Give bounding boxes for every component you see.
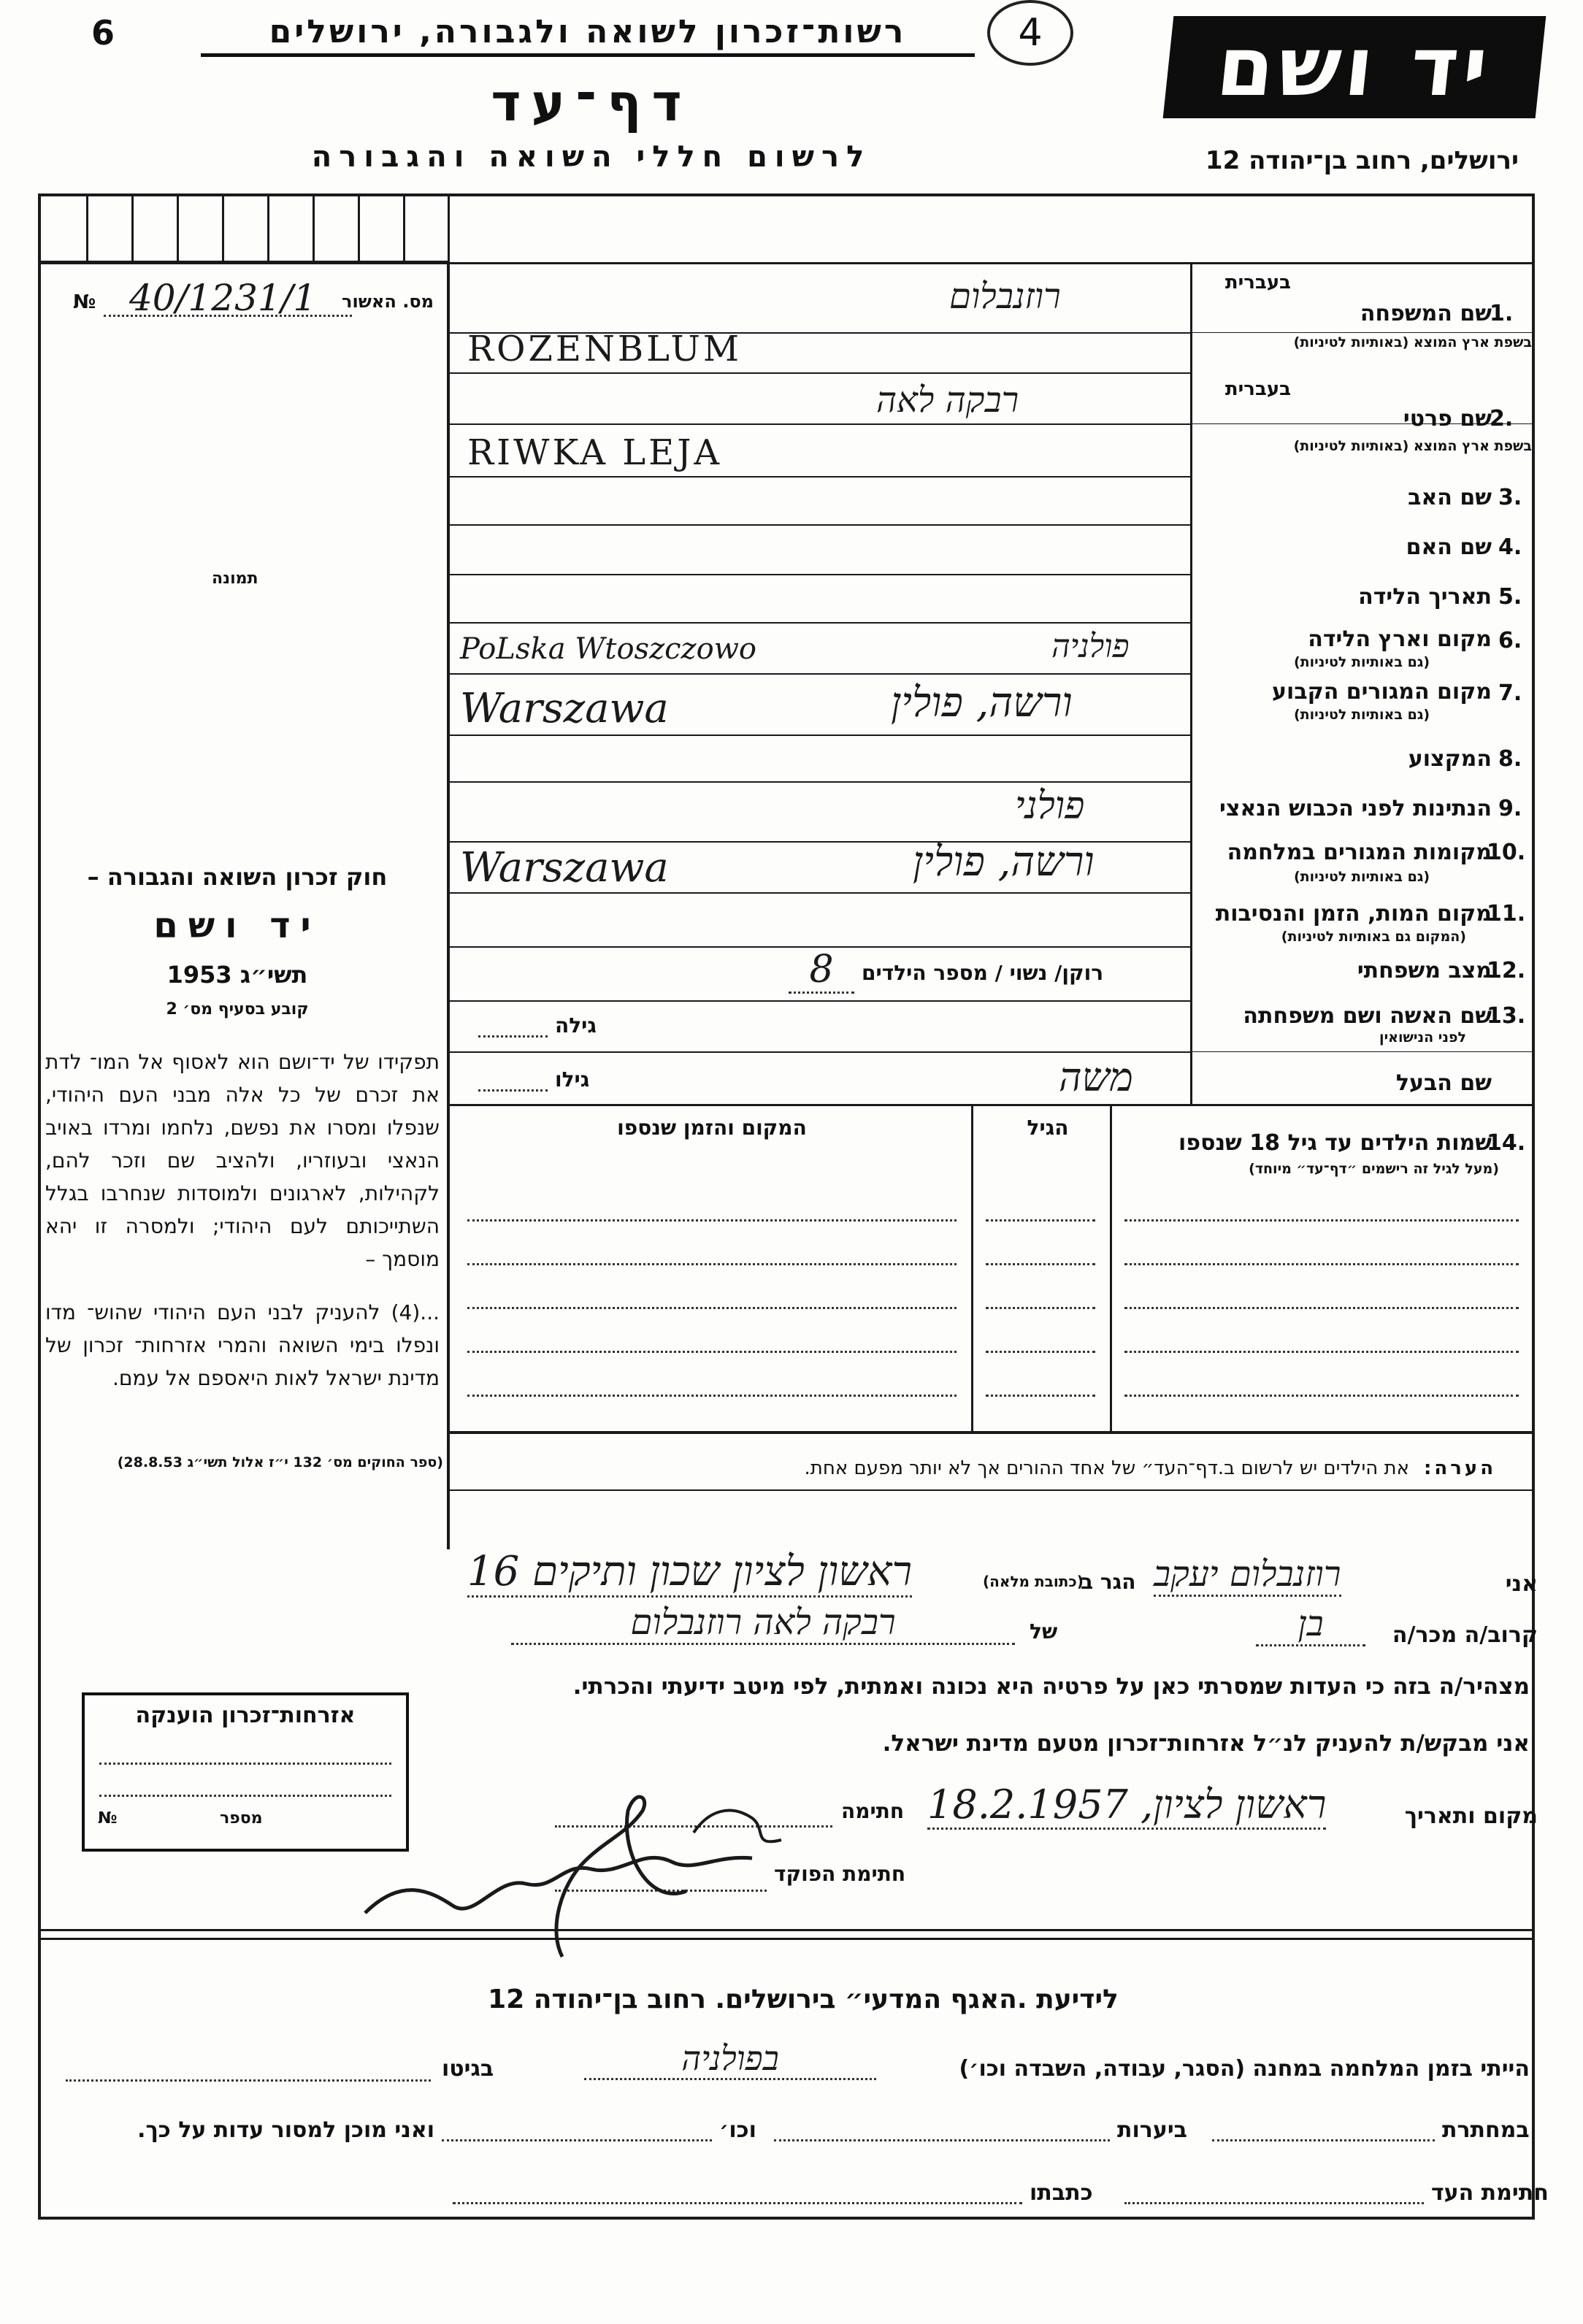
number-sign: № bbox=[73, 291, 96, 313]
note-label: הערה: bbox=[1424, 1457, 1497, 1479]
field-1-latin-value: ROZENBLUM bbox=[467, 329, 743, 369]
field-10-number: 10. bbox=[1487, 840, 1526, 865]
officer-signature-label: חתימת הפוקד bbox=[774, 1862, 906, 1886]
logo-text: יד ושם bbox=[1212, 20, 1497, 115]
husband-age-label: גילו bbox=[555, 1067, 590, 1092]
marital-status-text: רוקן/ נשוי / מספר הילדים bbox=[862, 961, 1104, 985]
field-2-latin-value: RIWKA LEJA bbox=[467, 432, 723, 473]
field-6-hebrew-value: פולניה bbox=[1051, 628, 1130, 665]
field-9-number: 9. bbox=[1498, 796, 1522, 821]
witness-signature-label: חתימת העד bbox=[1431, 2180, 1549, 2206]
field-10-latin-value: Warszawa bbox=[460, 844, 669, 891]
citizenship-number-sign: № bbox=[98, 1809, 118, 1828]
field-11-number: 11. bbox=[1487, 901, 1526, 927]
war-camp-label: הייתי בזמן המלחמה במחנה (הסגר, עבודה, השבדה וכו׳) bbox=[959, 2056, 1530, 2082]
field-1-number: 1. bbox=[1490, 301, 1514, 326]
children-col-age: הגיל bbox=[1027, 1116, 1069, 1140]
field-1-hebrew-tag: בעברית bbox=[1224, 272, 1291, 294]
field-9-hebrew-value: פולני bbox=[1015, 784, 1085, 828]
code-box-strip bbox=[41, 196, 450, 262]
field-13-sub: לפני הנישואין bbox=[1379, 1029, 1466, 1046]
children-col-place: המקום והזמן שנספו bbox=[617, 1116, 807, 1140]
statement-2: אני מבקש/ת להעניק לנ״ל אזרחות־זכרון מטעם מדינת ישראל. bbox=[882, 1730, 1530, 1757]
underground-label: במחתרת bbox=[1442, 2117, 1530, 2143]
field-13-label: שם האשה ושם משפחתה bbox=[1243, 1003, 1492, 1029]
approval-label: מס. האשור bbox=[342, 291, 434, 312]
ghetto-label: בגיטו bbox=[442, 2056, 494, 2082]
circled-number bbox=[987, 0, 1073, 66]
law-reference: (ספר החוקים מס׳ 132 י״ז אלול תשי״ג 28.8.53) bbox=[117, 1454, 443, 1470]
law-title: חוק זכרון השואה והגבורה – bbox=[87, 863, 388, 891]
field-12-number: 12. bbox=[1487, 958, 1526, 983]
children-sub: (מעל לגיל זה רישמים ״דף־עד״ מיוחד) bbox=[1249, 1161, 1499, 1177]
forests-label: ביערות bbox=[1117, 2117, 1187, 2143]
citizenship-box bbox=[82, 1692, 409, 1852]
witness-address-label: כתבתו bbox=[1030, 2180, 1093, 2206]
field-2-hebrew-tag: בעברית bbox=[1224, 378, 1291, 400]
field-13-number: 13. bbox=[1487, 1003, 1526, 1029]
address-value: ראשון לציון שכון ותיקים 16 bbox=[467, 1548, 912, 1598]
field-7-label: מקום המגורים הקבוע bbox=[1272, 679, 1492, 705]
wife-age-label: גילה bbox=[555, 1013, 597, 1038]
citizenship-number-label: מספר bbox=[220, 1809, 263, 1828]
photo-label: תמונה bbox=[212, 570, 258, 588]
field-2-label: שם פרטי bbox=[1403, 406, 1492, 432]
etc-label: וכו׳ bbox=[719, 2117, 756, 2143]
statement-1: מצהיר/ה בזה כי העדות שמסרתי כאן על פרטיה היא נכונה ואמתית, לפי מיטב ידיעתי והכרתי. bbox=[572, 1673, 1530, 1700]
husband-label: שם הבעל bbox=[1395, 1070, 1492, 1096]
signature-scribble bbox=[343, 1767, 796, 1964]
declaration-i-label: אני bbox=[1505, 1571, 1538, 1597]
field-6-latin-value: PoLska Wtoszczowo bbox=[460, 632, 757, 666]
field-1-label: שם המשפחה bbox=[1360, 301, 1492, 326]
law-year: תשי״ג 1953 bbox=[166, 961, 308, 989]
approval-row bbox=[45, 277, 440, 325]
footer-info-line: לידיעת .האגף המדעי״ בירושלים. רחוב בן־יהודה 12 bbox=[488, 1984, 1119, 2014]
field-11-sub: (המקום גם באותיות לטיניות) bbox=[1281, 929, 1466, 945]
field-6-sub: (גם באותיות לטיניות) bbox=[1293, 654, 1430, 670]
field-10-label: מקומות המגורים במלחמה bbox=[1227, 840, 1492, 865]
field-12-label: מצב משפחתי bbox=[1357, 958, 1492, 983]
signature-label: חתימה bbox=[841, 1799, 905, 1823]
field-7-latin-value: Warszawa bbox=[460, 685, 669, 732]
header-address: ירושלים, רחוב בן־יהודה 12 bbox=[1205, 146, 1519, 175]
field-11-label: מקום המות, הזמן והנסיבות bbox=[1215, 901, 1492, 927]
field-5-label: תאריך הלידה bbox=[1358, 584, 1492, 610]
place-date-label: מקום ותאריך bbox=[1404, 1803, 1538, 1829]
field-3-label: שם האב bbox=[1408, 485, 1492, 510]
law-section: קובע בסעיף מס׳ 2 bbox=[166, 1000, 309, 1019]
relative-label: קרוב/ה מכר/ה bbox=[1392, 1622, 1538, 1648]
field-7-sub: (גם באותיות לטיניות) bbox=[1293, 707, 1430, 723]
relative-name: רבקה לאה רוזנבלום bbox=[511, 1602, 1015, 1645]
field-4-number: 4. bbox=[1498, 534, 1522, 560]
field-2-sub: בשפת ארץ המוצא (באותיות לטיניות) bbox=[1293, 438, 1532, 454]
field-10-hebrew-value: ורשה, פולין bbox=[913, 838, 1095, 886]
children-count: 8 bbox=[789, 948, 854, 994]
form-title: דף־עד bbox=[491, 73, 692, 133]
citizenship-title: אזרחות־זכרון הוענקה bbox=[135, 1703, 356, 1728]
field-5-number: 5. bbox=[1498, 584, 1522, 610]
field-10-sub: (גם באותיות לטיניות) bbox=[1293, 869, 1430, 885]
war-camp-value: בפולניה bbox=[584, 2039, 876, 2080]
field-7-hebrew-value: ורשה, פולין bbox=[891, 679, 1073, 726]
law-name: יד ושם bbox=[153, 905, 321, 946]
field-8-number: 8. bbox=[1498, 746, 1522, 772]
field-3-number: 3. bbox=[1498, 485, 1522, 510]
field-4-label: שם האם bbox=[1406, 534, 1492, 560]
authority-name: רשות־זכרון לשואה ולגבורה, ירושלים bbox=[201, 13, 975, 57]
field-2-number: 2. bbox=[1490, 406, 1514, 432]
yad-vashem-logo bbox=[1163, 16, 1546, 118]
field-1-hebrew-value: רוזנבלום bbox=[949, 276, 1061, 317]
field-9-label: הנתינות לפני הכבוש הנאצי bbox=[1219, 796, 1492, 821]
husband-value: משה bbox=[1059, 1054, 1133, 1100]
circled-number-value: 4 bbox=[1018, 11, 1043, 55]
field-1-sub: בשפת ארץ המוצא (באותיות לטיניות) bbox=[1293, 334, 1532, 350]
corner-mark: 6 bbox=[91, 13, 115, 53]
field-7-number: 7. bbox=[1498, 680, 1522, 706]
law-text: תפקידו של יד־ושם הוא לאסוף אל המו־ לדת את זכרם של כל אלה מבני העם היהודי, שנפלו ומסרו את נפשם, נלחמו ומרדו באויב הנאצי ובעוזריו, ולהציב שם וזכר להם, לקהילות, לארגונים ולמוסדות שנחרבו בגלל השתייכותם לעם היהודי; ולמסרה זו יהא מוסמך – bbox=[45, 1050, 440, 1271]
ready-to-testify-label: ואני מוכן למסור עדות על כך. bbox=[137, 2117, 434, 2143]
field-6-label: מקום וארץ הלידה bbox=[1308, 626, 1492, 652]
field-2-hebrew-value: רבקה לאה bbox=[876, 380, 1019, 421]
full-address-label: (כתובת מלאה) bbox=[983, 1573, 1084, 1590]
of-label: של bbox=[1030, 1619, 1058, 1644]
field-8-label: המקצוע bbox=[1408, 746, 1492, 772]
approval-number: 40/1231/1 bbox=[129, 277, 317, 319]
field-6-number: 6. bbox=[1498, 628, 1522, 653]
relation-value: בן bbox=[1256, 1603, 1365, 1646]
children-number: 14. bbox=[1487, 1130, 1526, 1156]
children-label: שמות הילדים עד גיל 18 שנספו bbox=[1178, 1130, 1492, 1156]
form-subtitle: לרשום חללי השואה והגבורה bbox=[311, 140, 872, 174]
witness-name: רוזנבלום יעקב bbox=[1154, 1554, 1341, 1597]
place-date-value: ראשון לציון, 18.2.1957 bbox=[927, 1782, 1326, 1830]
note-text: את הילדים יש לרשום ב.דף־העד״ של אחד ההורים אך לא יותר מפעם אחת. bbox=[804, 1457, 1409, 1479]
law-text-continued: ...(4) להעניק לבני העם היהודי שהוש־ מדו ונפלו בימי השואה והמרי אזרחות־ זכרון של מדינת ישראל לאות היאספם אל עמם. bbox=[45, 1300, 440, 1390]
resides-label: הגר ב bbox=[1081, 1570, 1136, 1594]
